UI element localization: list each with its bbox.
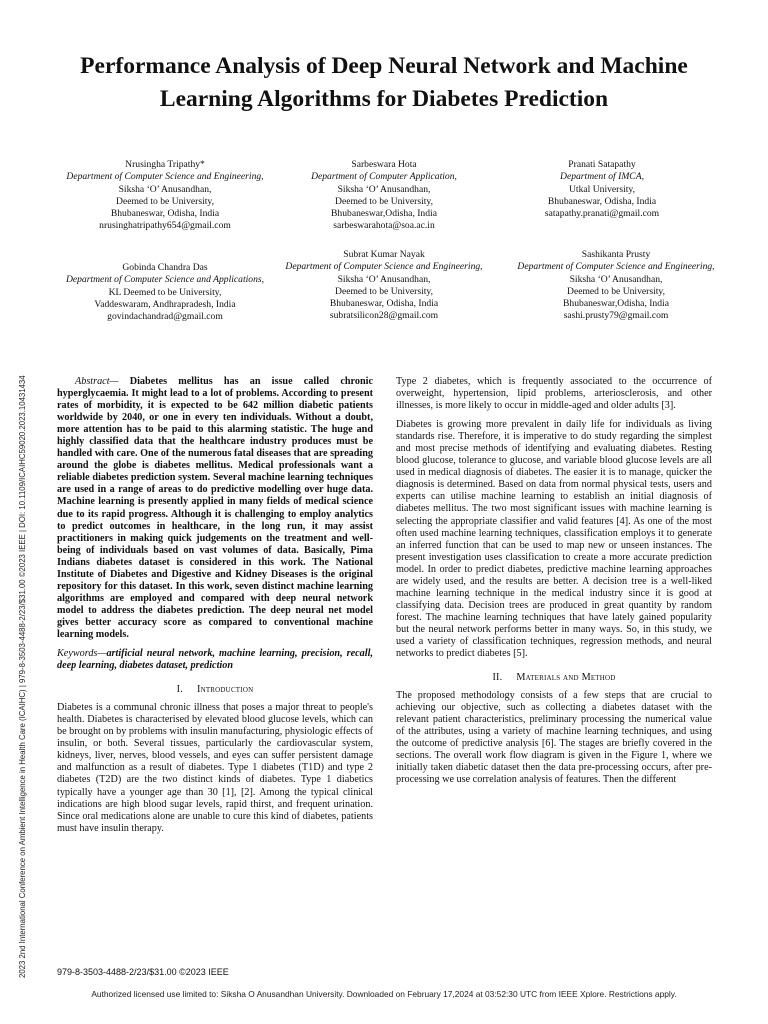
abstract [57, 376, 373, 641]
keywords-label: Keywords— [57, 648, 107, 660]
author-affiliation: Department of Computer Science and Engineering, [517, 261, 715, 273]
author-line: Siksha ‘O’ Anusandhan, [337, 273, 431, 285]
author-email: satapathy.pranati@gmail.com [544, 208, 660, 220]
paragraph: Type 2 diabetes, which is frequently associated to the occurrence of overweight, hypertension, lipid problems, arteriosclerosis, and other illnesses, is more likely to occur in middle-aged and older adults [3]. [396, 376, 712, 412]
paper-title: Performance Analysis of Deep Neural Network and Machine Learning Algorithms for Diabetes Prediction [80, 53, 688, 112]
author-affiliation: Department of Computer Science and Engineering, [285, 261, 483, 273]
author-block [279, 249, 489, 323]
copyright-line: 979-8-3503-4488-2/23/$31.00 ©2023 IEEE [57, 967, 229, 977]
author-line: Bhubaneswar, Odisha, India [110, 208, 220, 220]
author-line: Siksha ‘O’ Anusandhan, [118, 183, 212, 195]
author-block [60, 262, 270, 323]
author-line: Bhubaneswar,Odisha, India [331, 208, 437, 220]
conference-side-note: 2023 2nd International Conference on Ambient Intelligence in Health Care (ICAIHC) | 979-8-3503-4488-2/23/$31.00 ©2023 IEEE | DOI: 10.1109/ICAIHC59020.2023.10431434 [18, 375, 27, 978]
abstract-text: Diabetes mellitus has an issue called chronic hyperglycaemia. It might lead to a lot of problems. According to present rates of morbidity, it is expected to be 642 million diabetic patients worldwide by 2040, or one in every ten individuals. Without a doubt, more attention has to be paid to this alarming statistic. The huge and highly classified data that the healthcare industry produces must be handled with care. One of the numerous fatal diseases that are spreading around the globe is diabetes mellitus. Medical professionals want a reliable diabetes prediction system. Several machine learning techniques are used in a range of areas to do predictive modelling over huge data. Machine learning is presently applied in many fields of medical science due to its rapid progress. Although it is challenging to employ analytics to predict outcomes in healthcare, in the long run, it may assist practitioners in making quick judgements on the treatment and well-being of individuals based on vast volumes of data. Basically, Pima Indians diabetes dataset is considered in this work. The National Institute of Diabetes and Digestive and Kidney Diseases is the original repository for this dataset. In this work, seven distinct machine learning algorithms are employed and compared with deep neural network model to address the diabetes prediction. The deep neural net model gives better accuracy score as compared to conventional machine learning models. [57, 376, 373, 640]
author-email: govindachandrad@gmail.com [107, 311, 223, 323]
author-line: Utkal University, [569, 183, 635, 195]
license-footer: Authorized licensed use limited to: Siksha O Anusandhan University. Downloaded on February 17,2024 at 03:52:30 UTC from IEEE Xplore. Restrictions apply. [91, 989, 677, 999]
keywords [57, 648, 373, 672]
author-block [279, 159, 489, 233]
author-email: subratsilicon28@gmail.com [329, 310, 439, 322]
author-line: Deemed to be University, [335, 285, 433, 297]
author-line: Deemed to be University, [116, 195, 214, 207]
author-affiliation: Department of Computer Application, [311, 171, 457, 183]
paragraph: Diabetes is a communal chronic illness that poses a major threat to people's health. Diabetes is characterised by elevated blood glucose levels, which can be brought on by problems with insulin manufacturing, physiologic effects of insulin, or both. Several tissues, particularly the cardiovascular system, kidneys, liver, nerves, blood vessels, and eyes can suffer persistent damage and malfunction as a result of diabetes. Type 1 diabetes (T1D) and type 2 diabetes (T2D) are the two distinct kinds of diabetes. Type 1 diabetics typically have a younger age than 30 [1], [2]. Among the typical clinical indications are high blood sugar levels, rapid thirst, and frequent urination. Since oral medications alone are unable to cure this kind of diabetes, patients must have insulin therapy. [57, 702, 373, 834]
author-line: Siksha ‘O’ Anusandhan, [569, 273, 663, 285]
author-line: KL Deemed to be University, [108, 286, 222, 298]
author-line: Deemed to be University, [335, 195, 433, 207]
section-heading-materials: II. Materials and Method [492, 672, 616, 684]
author-email: sashi.prusty79@gmail.com [563, 310, 669, 322]
author-line: Deemed to be University, [567, 285, 665, 297]
paragraph: The proposed methodology consists of a few steps that are crucial to achieving our objective, such as collecting a diabetes dataset with the relevant patient characteristics, preliminary processing the numerical value of the attributes, using a variety of machine learning techniques, and using the outcome of predictive analysis [6]. The stages are briefly covered in the sections. The overall work flow diagram is given in the Figure 1, where we initially taken diabetic dataset then the data pre-processing occurs, after pre-processing we use correlation analysis of features. Then the different [396, 690, 712, 786]
abstract-label: Abstract— [75, 376, 119, 387]
section-heading-introduction: I. Introduction [176, 684, 254, 696]
author-block [60, 159, 270, 233]
author-email: nrusinghatripathy654@gmail.com [99, 220, 231, 232]
author-email: sarbeswarahota@soa.ac.in [333, 220, 435, 232]
paragraph: Diabetes is growing more prevalent in daily life for individuals as living standards rise. Therefore, it is imperative to do study regarding the simplest and most precise methods of identifying and evaluating diabetes. Resting blood glucose, tolerance to glucose, and variable blood glucose levels are all used in medical diagnosis of diabetes. The easier it is to manage, quicker the diagnosis is determined. Based on data from normal physical tests, users and experts can utilise machine learning to establish an initial diagnosis of diabetes mellitus. The two most significant issues with machine learning is selecting the appropriate classifier and valid features [4]. As one of the most often used machine learning techniques, classification employs it to generate an inferred function that can be used to map new or unseen instances. The present investigation uses classification to create a more accurate prediction model. In order to predict diabetes, predictive machine learning approaches are widely used, and the results are better. A decision tree is a well-liked machine learning technique in the medical industry since it is good at classifying data. Decision trees are produced in great quantity by random forest. The machine learning techniques that have lately gained popularity but the neural network performs better in many ways. So, in this study, we used a variety of classification techniques, regression methods, and neural networks to predict diabetes [5]. [396, 419, 712, 660]
author-name: Pranati Satapathy [568, 159, 636, 170]
author-block [497, 159, 707, 220]
author-affiliation: Department of Computer Science and Engineering, [66, 171, 264, 183]
author-line: Siksha ‘O’ Anusandhan, [337, 183, 431, 195]
author-name: Subrat Kumar Nayak [343, 249, 425, 260]
author-line: Bhubaneswar, Odisha, India [329, 298, 439, 310]
author-affiliation: Department of Computer Science and Applications, [65, 274, 265, 286]
author-name: Nrusingha Tripathy* [125, 159, 205, 170]
author-affiliation: Department of IMCA, [560, 171, 644, 183]
author-line: Vaddeswaram, Andhrapradesh, India [94, 298, 236, 310]
author-name: Sarbeswara Hota [351, 159, 417, 170]
author-name: Sashikanta Prusty [581, 249, 651, 260]
author-block [511, 249, 721, 323]
author-line: Bhubaneswar, Odisha, India [547, 195, 657, 207]
right-column [396, 376, 712, 794]
author-line: Bhubaneswar,Odisha, India [563, 298, 669, 310]
left-column [57, 376, 373, 842]
author-name: Gobinda Chandra Das [122, 262, 208, 273]
keywords-text: artificial neural network, machine learning, precision, recall, deep learning, diabetes dataset, prediction [57, 648, 373, 672]
